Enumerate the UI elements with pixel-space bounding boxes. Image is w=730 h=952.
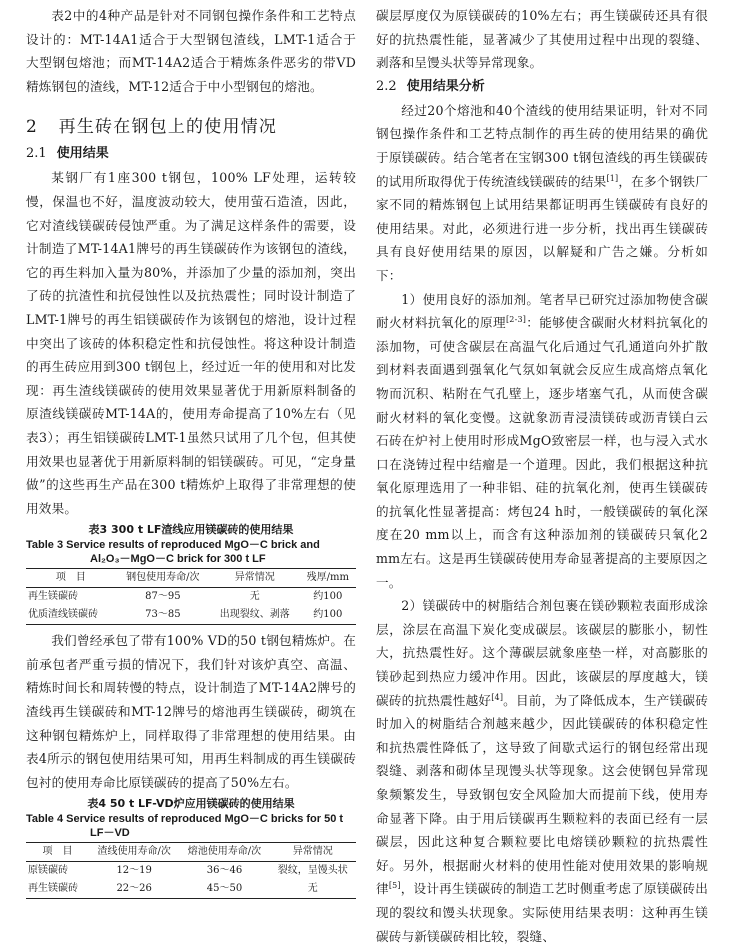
table-caption-cn: 表4 50 t LF-VD炉应用镁碳砖的使用结果 xyxy=(87,797,295,811)
citation: [1] xyxy=(606,173,619,183)
table-cell: 原镁碳砖 xyxy=(28,865,68,877)
right-column xyxy=(376,4,708,948)
table-cell: 约100 xyxy=(313,609,343,621)
table-header: 项 目 xyxy=(26,569,116,588)
paragraph xyxy=(376,99,708,288)
citation: [5] xyxy=(388,881,401,891)
table-header: 项 目 xyxy=(26,843,89,862)
subsection-title: 使用结果分析 xyxy=(406,78,485,94)
subsection-number: 2.1 xyxy=(26,146,47,162)
text-run: ，在多个钢铁厂家不同的精炼钢包上试用结果都证明再生镁碳砖有良好的使用结果。对此，必须进行进一步分析，找出再生镁碳砖具有良好使用结果的原因，以解疑和广告之嫌。分析如下： xyxy=(376,173,708,283)
paragraph: 某钢厂有1座300 t钢包，100% LF处理，运转较慢，保温也不好，温度波动较大，使用萤石造渣，因此，它对渣线镁碳砖侵蚀严重。为了满足这样条件的需要，设计制造了MT-14A1牌号的再生镁碳砖作为该钢包的渣线，它的再生料加入量为80%，并添加了少量的添加剂，突出了砖的抗渣性和抗侵蚀性以及抗热震性；同时设计制造了LMT-1牌号的再生铝镁碳砖作为该钢包的熔池，设计过程中突出了该砖的体积稳定性和抗侵蚀性。将这种设计制造的再生砖应用到300 t钢包上，经过近一年的使用和对比发现：再生渣线镁碳砖的使用效果显著优于用新原料制备的原渣线镁碳砖MT-14A的，使用寿命提高了10%左右（见表3）；再生铝镁碳砖LMT-1虽然只试用了几个包，但其使用效果也显著优于用新原料制的铝镁碳砖。可见，“定身量做”的这些再生产品在300 t精炼炉上取得了非常理想的使用效果。 xyxy=(26,170,356,516)
table-cell: 22～26 xyxy=(116,883,152,895)
subsection-number: 2.2 xyxy=(376,78,397,94)
table-cell: 再生镁碳砖 xyxy=(28,883,78,895)
table-cell: 出现裂纹、剥落 xyxy=(219,609,290,621)
paragraph: 碳层厚度仅为原镁碳砖的10%左右；再生镁碳砖还具有很好的抗热震性能，显著减少了其使用过程中出现的裂缝、剥落和呈馒头状等异常现象。 xyxy=(376,8,708,71)
data-table xyxy=(26,568,356,625)
table-cell: 无 xyxy=(249,591,260,603)
table-cell: 优质渣线镁碳砖 xyxy=(28,609,98,621)
caption-line: Table 4 Service results of reproduced MgO－C bricks for 50 t xyxy=(26,813,344,826)
subsection-title: 使用结果 xyxy=(56,146,109,162)
left-column xyxy=(26,4,356,903)
table-cell: 再生镁碳砖 xyxy=(28,591,78,603)
table-caption-cn: 表3 300 t LF渣线应用镁碳砖的使用结果 xyxy=(88,523,294,537)
section-title: 再生砖在钢包上的使用情况 xyxy=(58,117,278,138)
paragraph xyxy=(376,594,708,948)
table-row xyxy=(26,880,356,899)
table-row xyxy=(26,862,356,881)
caption-line: Table 3 Service results of reproduced MgO－C brick and xyxy=(26,539,320,552)
table-cell: 约100 xyxy=(313,591,343,603)
table-caption-en xyxy=(26,538,356,566)
table-cell: 73～85 xyxy=(145,609,181,621)
text-run: 。目前，为了降低成本，生产镁碳砖时加入的树脂结合剂越来越少，因此镁碳砖的体积稳定性和抗热震性降低了，这导致了间歇式运行的钢包经常出现裂缝、剥落和砌体呈现馒头状等现象。这会使钢包异常现象频繁发生，导致钢包安全风险加大而提前下线，使用寿命显著下降。由于用后镁碳再生颗粒料的表面已经有一层碳层，因此这种复合颗粒要比电熔镁砂颗粒的抗热震性好。另外，根据耐火材料的使用性能对使用效果的影响规律 xyxy=(376,692,708,897)
citation: [2-3] xyxy=(505,314,527,324)
section-number: 2 xyxy=(26,117,39,138)
text-run: 2）镁碳砖中的树脂结合剂包裹在镁砂颗粒表面形成涂层，涂层在高温下炭化变成碳层。该碳层的膨胀小，韧性大，抗热震性好。这个薄碳层就象座垫一样，对高膨胀的镁砂起到热应力缓冲作用。因此，该碳层的厚度越大，镁碳砖的抗热震性越好 xyxy=(376,598,708,708)
table-row xyxy=(26,606,356,625)
subsection-heading xyxy=(26,142,356,166)
text-run: 经过20个熔池和40个渣线的使用结果证明，针对不同钢包操作条件和工艺特点制作的再生砖的使用结果的确优于原镁碳砖。结合笔者在宝钢300 t钢包渣线的再生镁碳砖的试用所取得优于传统渣线镁碳砖的结果 xyxy=(376,102,708,189)
table-cell: 45～50 xyxy=(206,883,243,895)
table-cell: 87～95 xyxy=(145,591,181,603)
citation: [4] xyxy=(491,692,504,702)
table-row xyxy=(26,588,356,607)
table-cell: 无 xyxy=(307,883,318,895)
table-header: 渣线使用寿命/次 xyxy=(89,843,179,862)
subsection-heading xyxy=(376,75,708,99)
table-cell: 12～19 xyxy=(116,865,152,877)
table-header-row xyxy=(26,569,356,588)
table-cell: 36～46 xyxy=(206,865,243,877)
data-table xyxy=(26,842,356,899)
table-header: 熔池使用寿命/次 xyxy=(179,843,269,862)
paragraph: 我们曾经承包了带有100% VD的50 t钢包精炼炉。在前承包者严重亏损的情况下，我们针对该炉真空、高温、精炼时间长和周转慢的特点，设计制造了MT-14A2牌号的渣线再生镁碳砖和MT-12牌号的熔池再生镁碳砖，砌筑在这种钢包精炼炉上，同样取得了非常理想的使用结果。由表4所示的钢包使用结果可知，用再生料制成的再生镁碳砖包衬的使用寿命比原镁碳砖的提高了50%左右。 xyxy=(26,633,356,790)
table-header: 异常情况 xyxy=(210,569,300,588)
table-header: 异常情况 xyxy=(270,843,356,862)
paragraph xyxy=(376,288,708,595)
table-header: 钢包使用寿命/次 xyxy=(116,569,210,588)
text-run: ：能够使含碳耐火材料抗氧化的添加物，可使含碳层在高温气化后通过气孔通道向外扩散到材料表面遇到强氧化气氛如氧就会反应生成高熔点氧化物而沉积、粘附在气孔壁上，逐步堵塞气孔，从而使含碳耐火材料的氧化变慢。这就象沥青浸渍镁砖或沥青镁白云石砖在炉衬上使用时形成MgO致密层一样，也与浸入式水口在浇铸过程中结瘤是一个道理。因此，我们根据这种抗氧化原理选用了一种非铝、硅的抗氧化剂，使再生镁碳砖的抗氧化性显著提高：烤包24 h时，一般镁碳砖的氧化深度在20 mm以上，而含有这种添加剂的镁碳砖只氧化2 mm左右。这是再生镁碳砖使用寿命显著提高的主要原因之一。 xyxy=(376,315,708,590)
text-run: ，设计再生镁碳砖的制造工艺时侧重考虑了原镁碳砖出现的裂纹和馒头状现象。实际使用结果表明：这种再生镁碳砖与新镁碳砖相比较，裂缝、 xyxy=(376,881,708,944)
section-heading xyxy=(26,114,356,140)
table-caption-en xyxy=(26,812,356,840)
table-header-row xyxy=(26,843,356,862)
caption-line: Al₂O₃－MgO－C brick for 300 t LF xyxy=(90,553,266,566)
table-header: 残厚/mm xyxy=(300,569,356,588)
table-cell: 裂纹，呈馒头状 xyxy=(277,865,348,877)
caption-line: LF－VD xyxy=(90,827,130,840)
text-run: 1）使用良好的添加剂。笔者早已研究过添加物使含碳耐火材料抗氧化的原理 xyxy=(376,291,708,331)
paragraph: 表2中的4种产品是针对不同钢包操作条件和工艺特点设计的：MT-14A1适合于大型钢包渣线，LMT-1适合于大型钢包熔池；而MT-14A2适合于精炼条件恶劣的带VD精炼钢包的渣线，MT-12适合于中小型钢包的熔池。 xyxy=(26,8,356,94)
